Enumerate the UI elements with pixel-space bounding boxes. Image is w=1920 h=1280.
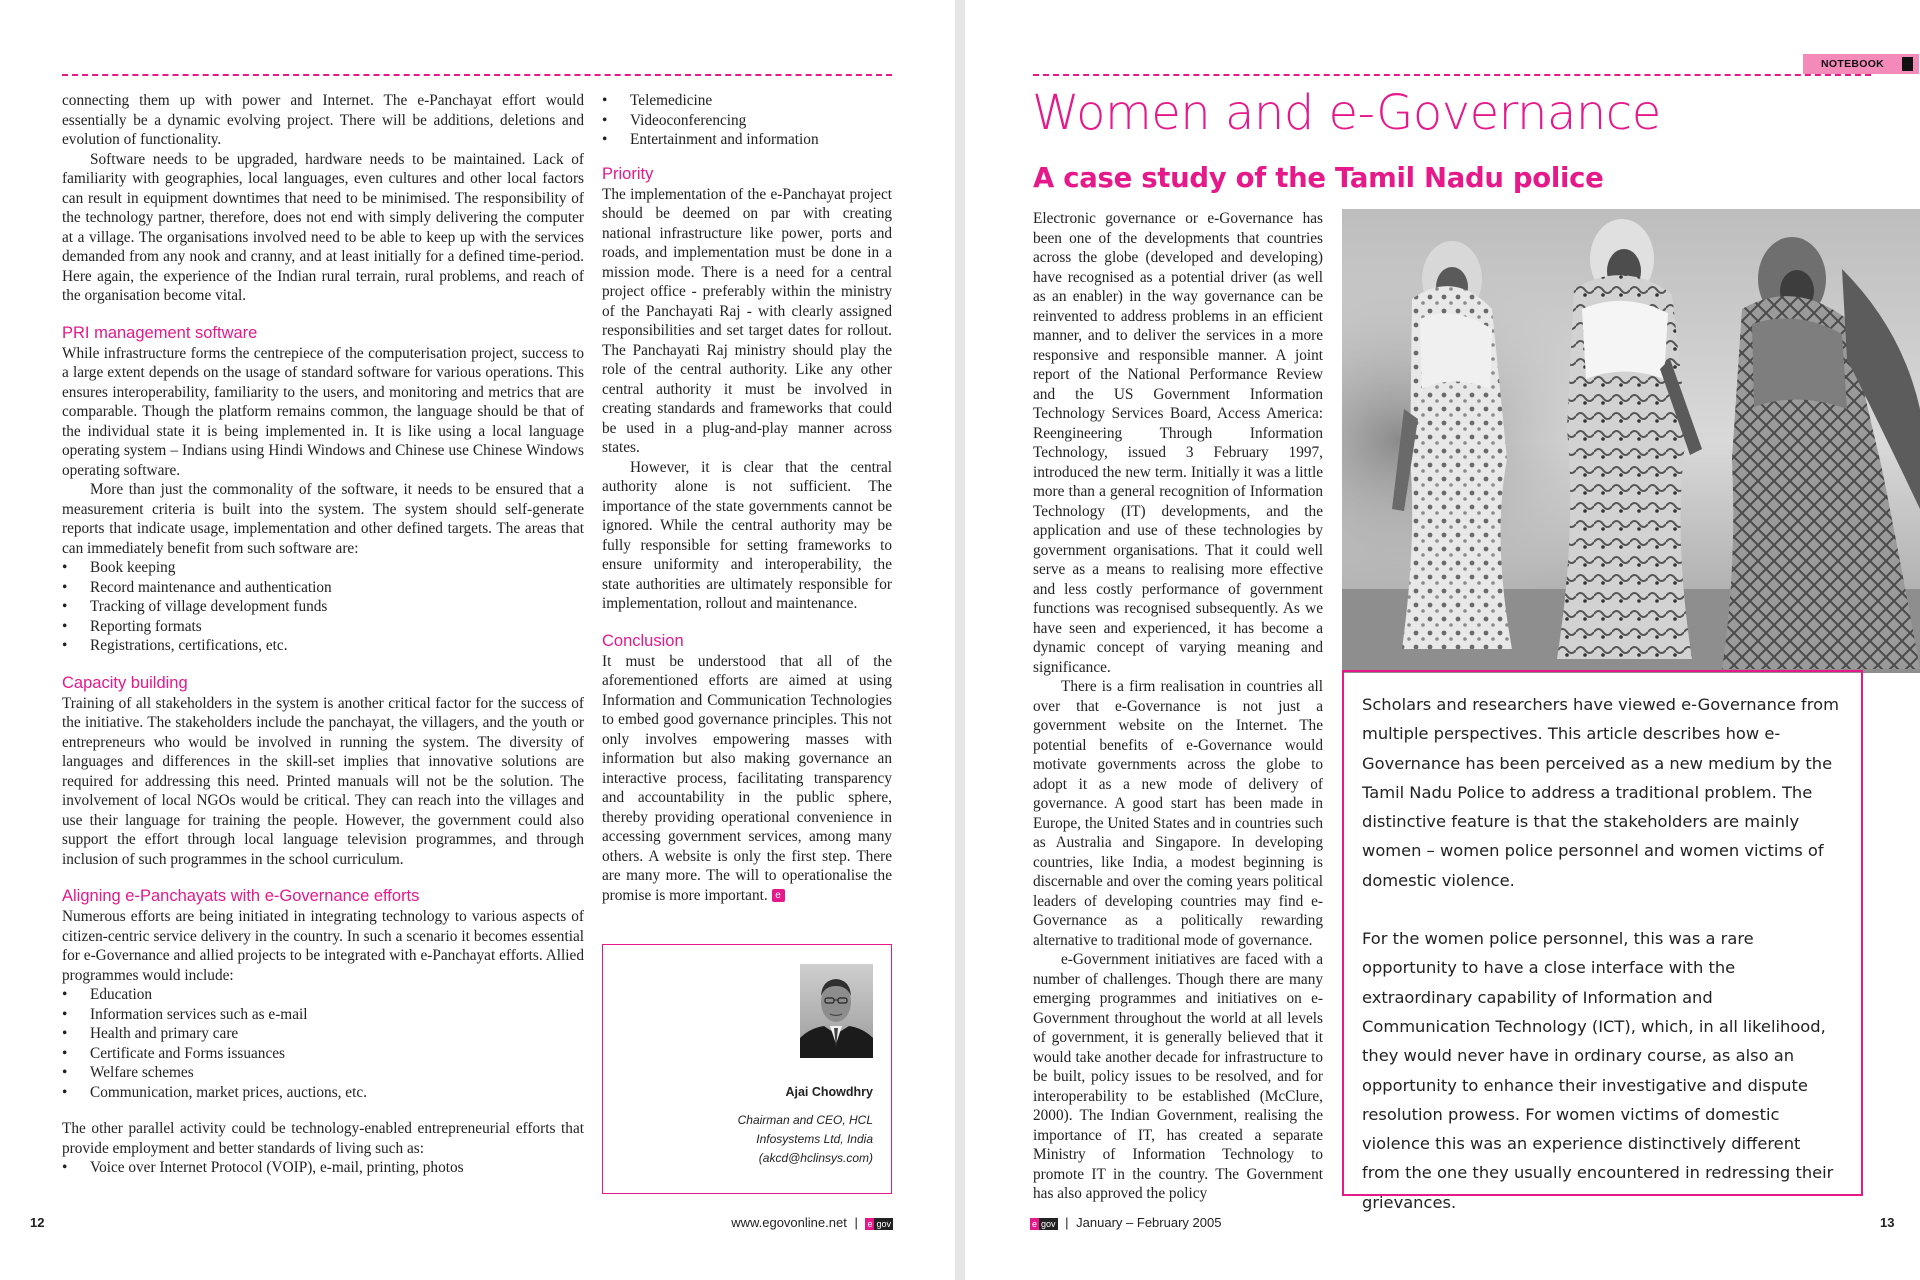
list-item: • Entertainment and information: [602, 130, 892, 150]
paragraph: Software needs to be upgraded, hardware needs to be maintained. Lack of familiarity with geographies, local languages, even cultures and other local factors can result in equipment downtimes that need to be minimised. The responsibility of the technology partner, therefore, does not end with simply delivering the computer at a village. The organisations involved need to be able to keep up with the services demanded from any nook and cranny, and at least initially for a defined time-period. Here again, the experience of the Indian rural terrain, rural problems, and reach of the organisation become vital.: [62, 150, 584, 304]
paragraph: Electronic governance or e-Governance has been one of the developments that countries across the globe (developed and developing) have recognised as a potential driver (as well as an enabler) in the way governance can be reinvented to address problems in an efficient manner, and to deliver the services in a more responsive and responsible manner. A joint report of the National Performance Review and the US Government Information Technology Services Board, Access America: Reengineering Through Information Technology, issued 3 February 1997, introduced the new term. Initially it was a little more than a general recognition of Information Technology (IT) developments, and the application and use of these technologies by government organisations. That it could well serve as a means to realising more effective and less costly performance of government functions was recognised subsequently. As we have seen and experienced, it has become a dynamic concept of varying meaning and significance.: [1033, 210, 1323, 676]
paragraph: However, it is clear that the central authority alone is not sufficient. The importance of the state governments cannot be ignored. While the central authority may be fully responsible for setting frameworks to ensure uniformity and interoperability, the state authorities are ultimately responsible for implementation, rollout and maintenance.: [602, 458, 892, 612]
egov-logo-icon: e gov: [1032, 1218, 1056, 1229]
left-page: [0, 0, 955, 1280]
header-dashed-rule: [1033, 74, 1871, 76]
left-column-2: [602, 91, 892, 905]
footer-separator: |: [1065, 1215, 1069, 1230]
section-tab-notebook: [1803, 54, 1919, 74]
author-title-line1: Chairman and CEO, HCL: [737, 1113, 873, 1127]
list-item: • Communication, market prices, auctions, etc.: [62, 1083, 584, 1103]
pull-quote-paragraph: Scholars and researchers have viewed e-Governance from multiple perspectives. This article describes how e-Governance has been perceived as a new medium by the Tamil Nadu Police to address a traditional problem. The distinctive feature is that the stakeholders are mainly women – women police personnel and women victims of domestic violence.: [1362, 695, 1839, 890]
page-number-left: 12: [30, 1215, 45, 1230]
pull-quote-paragraph: For the women police personnel, this was a rare opportunity to have a close interface with the extraordinary capability of Information and Communication Technology (ICT), which, in all likelihood, they would never have in ordinary course, as also an opportunity to enhance their investigative and dispute resolution prowess. For women victims of domestic violence this was an experience distinctively different from the one they usually encountered in redressing their grievances.: [1362, 929, 1834, 1212]
list-item: • Book keeping: [62, 558, 584, 578]
article-title: Women and e-Governance: [1032, 85, 1661, 141]
header-dashed-rule: [62, 74, 892, 76]
author-photo: [800, 964, 873, 1058]
section-heading-conclusion: Conclusion: [602, 631, 684, 650]
paragraph: e-Government initiatives are faced with a number of challenges. Though there are many emerging programmes and initiatives on e-Government throughout the world at all levels of government, it is generally believed that it would take another decade for infrastructure to be built, policy issues to be resolved, and for interoperability to be established (McClure, 2000). The Indian Government, realising the importance of IT, has created a separate Ministry of Information Technology to promote IT in the country. The Government has also approved the policy: [1033, 951, 1323, 1202]
pull-quote-box: [1342, 670, 1863, 1212]
list-item: • Health and primary care: [62, 1024, 584, 1044]
section-heading-aligning: Aligning e-Panchayats with e-Governance efforts: [62, 887, 420, 905]
section-heading-priority: Priority: [602, 164, 654, 183]
section-heading-pri: PRI management software: [62, 323, 258, 342]
list-item: • Reporting formats: [62, 617, 584, 637]
author-name: Ajai Chowdhry: [785, 1085, 873, 1099]
bullet-list-entrepreneurial: [62, 1158, 584, 1178]
conclusion-text: It must be understood that all of the aforementioned efforts are aimed at using Information and Communication Technologies to embed good governance principles. This not only involves empowering masses with information but also making governance an interactive process, facilitating transparency and accountability in the public sphere, thereby providing operational convenience in accessing government services, among many others. A website is only the first step. There are many more. The will to operationalise the promise is more important.: [602, 652, 892, 904]
list-item: • Certificate and Forms issuances: [62, 1044, 584, 1064]
paragraph: The other parallel activity could be technology-enabled entrepreneurial efforts that provide employment and better standards of living such as:: [62, 1120, 584, 1157]
footer-right: [1030, 1215, 1221, 1230]
paragraph: While infrastructure forms the centrepiece of the computerisation project, success to a large extent depends on the usage of standard software for various operations. This ensures interoperability, familiarity to the users, and monitoring and metrics that are comparable. Though the platform remains common, the language should be that of the individual state it is being implemented in. It is like using a local language operating system – Indians using Hindi Windows and Chinese use Chinese Windows operating software.: [62, 344, 584, 479]
author-title-line2: Infosystems Ltd, India: [756, 1132, 873, 1146]
egov-logo-icon: e gov: [867, 1218, 891, 1229]
page-number-right: 13: [1880, 1215, 1895, 1230]
list-item: • Tracking of village development funds: [62, 597, 584, 617]
issue-date: January – February 2005: [1076, 1215, 1222, 1230]
paragraph: More than just the commonality of the software, it needs to be ensured that a measurement criteria is built into the system. The system should self-generate reports that indicate usage, implementation and other defined targets. The areas that can immediately benefit from such software are:: [62, 481, 584, 557]
end-of-article-icon: e: [772, 889, 785, 902]
list-item: • Record maintenance and authentication: [62, 578, 584, 598]
list-item: • Videoconferencing: [602, 111, 892, 131]
list-item: • Voice over Internet Protocol (VOIP), e-mail, printing, photos: [62, 1158, 584, 1178]
author-email: (akcd@hclinsys.com): [758, 1151, 873, 1165]
bullet-list-allied: [62, 985, 584, 1102]
paragraph: connecting them up with power and Internet. The e-Panchayat effort would essentially be a dynamic evolving project. There will be additions, deletions and evolution of functionality.: [62, 92, 584, 148]
footer-left: [731, 1215, 893, 1230]
article-subtitle: A case study of the Tamil Nadu police: [1033, 162, 1604, 194]
paragraph: Training of all stakeholders in the system is another critical factor for the success of the initiative. The stakeholders include the panchayat, the villagers, and the youth or entrepreneurs who would be involved in running the system. The diversity of languages and differences in the skill-set implies that innovative solutions are required for addressing this need. Printed manuals will not be the solution. The involvement of local NGOs would be critical. They can reach into the villages and use their language for training the people. However, the government could also support the effort through local language television programmes, and through inclusion of such programmes in the school curriculum.: [62, 694, 584, 868]
bullet-list-software: [62, 558, 584, 656]
right-body-column: [1033, 209, 1323, 1204]
bullet-list-continued: [602, 91, 892, 150]
list-item: • Education: [62, 985, 584, 1005]
list-item: • Registrations, certifications, etc.: [62, 636, 584, 656]
paragraph: Numerous efforts are being initiated in integrating technology to various aspects of citizen-centric service delivery in the country. In such a scenario it becomes essential for e-Governance and allied projects to be integrated with e-Panchayat efforts. Allied programmes would include:: [62, 908, 584, 984]
paragraph: [602, 652, 892, 906]
section-heading-capacity: Capacity building: [62, 673, 188, 692]
footer-separator: |: [854, 1215, 858, 1230]
website-url: www.egovonline.net: [731, 1215, 847, 1230]
women-walking-photo: [1342, 209, 1920, 673]
list-item: • Telemedicine: [602, 91, 892, 111]
paragraph: The implementation of the e-Panchayat project should be deemed on par with creating national infrastructure like power, ports and roads, and implementation must be done in a mission mode. There is a need for a central project office - preferably within the ministry of the Panchayati Raj - with clearly assigned responsibilities and set target dates for rollout. The Panchayati Raj ministry should play the role of the central authority. Like any other central authority it must be involved in creating standards and frameworks that could be used in a plug-and-play manner across states.: [602, 185, 892, 456]
paragraph: There is a firm realisation in countries all over that e-Governance is not just a government website on the Internet. The potential benefits of e-Governance would motivate governments across the globe to adopt it as a new mode of delivery of governance. A good start has been made in Europe, the United States and in countries such as Australia and Singapore. In developing countries, like India, a modest beginning is discernable and over the coming years political leaders of developing countries may find e-Governance as a politically rewarding alternative to traditional mode of governance.: [1033, 678, 1323, 949]
tab-square-icon: [1902, 57, 1913, 71]
section-tab-label: NOTEBOOK: [1821, 58, 1885, 70]
list-item: • Welfare schemes: [62, 1063, 584, 1083]
left-column-1: [62, 91, 584, 1178]
list-item: • Information services such as e-mail: [62, 1005, 584, 1025]
author-box: [602, 944, 892, 1194]
